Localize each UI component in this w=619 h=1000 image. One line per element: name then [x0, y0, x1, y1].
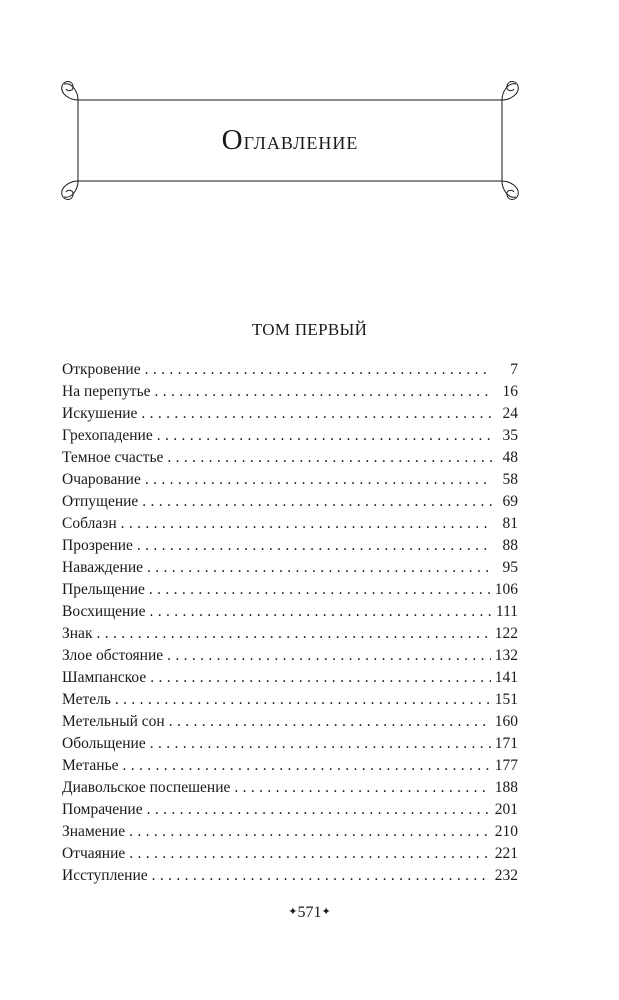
toc-entry[interactable]	[62, 821, 518, 843]
toc-entry-page: 69	[502, 493, 518, 510]
toc-entry[interactable]	[62, 843, 518, 865]
toc-leader-dots	[129, 821, 491, 843]
toc-entry[interactable]	[62, 689, 518, 711]
toc-entry[interactable]	[62, 579, 518, 601]
toc-entry-page: 132	[494, 647, 518, 664]
toc-entry[interactable]	[62, 799, 518, 821]
toc-entry[interactable]	[62, 733, 518, 755]
toc-leader-dots	[150, 733, 491, 755]
toc-entry[interactable]	[62, 403, 518, 425]
toc-entry[interactable]	[62, 359, 518, 381]
toc-entry-title: Исступление	[62, 867, 148, 884]
ornament-right-icon: ✦	[321, 906, 331, 918]
toc-entry[interactable]	[62, 557, 518, 579]
toc-entry-page: 177	[494, 757, 518, 774]
toc-entry-page: 7	[510, 361, 518, 378]
toc-entry-title: Отпущение	[62, 493, 139, 510]
toc-entry-title: Прельщение	[62, 581, 145, 598]
toc-entry-page: 201	[494, 801, 518, 818]
toc-entry[interactable]	[62, 777, 518, 799]
toc-entry-title: Грехопадение	[62, 427, 153, 444]
toc-entry-title: Обольщение	[62, 735, 146, 752]
toc-entry-title: Помрачение	[62, 801, 143, 818]
toc-leader-dots	[234, 777, 490, 799]
toc-leader-dots	[141, 403, 492, 425]
volume-title: ТОМ ПЕРВЫЙ	[251, 320, 368, 339]
toc-entry-page: 210	[494, 823, 518, 840]
toc-entry-page: 35	[502, 427, 518, 444]
toc-entry-title: Соблазн	[62, 515, 117, 532]
toc-entry-title: Диавольское поспешение	[62, 779, 231, 796]
toc-entry-title: Откровение	[62, 361, 141, 378]
toc-entry-page: 151	[494, 691, 518, 708]
toc-entry-page: 160	[494, 713, 518, 730]
toc-entry-title: На перепутье	[62, 383, 151, 400]
page-title	[58, 124, 522, 157]
toc-entry-page: 221	[494, 845, 518, 862]
toc-entry[interactable]	[62, 601, 518, 623]
toc-entry[interactable]	[62, 513, 518, 535]
toc-leader-dots	[96, 623, 490, 645]
toc-entry-page: 81	[502, 515, 518, 532]
toc-leader-dots	[147, 799, 491, 821]
toc-entry-page: 188	[494, 779, 518, 796]
toc-entry-title: Метельный сон	[62, 713, 165, 730]
toc-leader-dots	[149, 601, 491, 623]
toc-entry-page: 171	[494, 735, 518, 752]
table-of-contents	[62, 359, 518, 887]
page-title-initial: О	[221, 124, 244, 156]
toc-leader-dots	[147, 557, 492, 579]
toc-leader-dots	[149, 579, 491, 601]
toc-entry[interactable]	[62, 469, 518, 491]
toc-entry[interactable]	[62, 623, 518, 645]
page-number: 571	[297, 904, 322, 921]
toc-entry-page: 24	[502, 405, 518, 422]
toc-leader-dots	[152, 865, 491, 887]
toc-entry-title: Злое обстояние	[62, 647, 164, 664]
toc-entry-title: Метанье	[62, 757, 119, 774]
toc-entry[interactable]	[62, 381, 518, 403]
page-number-footer	[0, 904, 619, 922]
toc-leader-dots	[167, 645, 491, 667]
toc-entry-page: 122	[494, 625, 518, 642]
toc-entry[interactable]	[62, 865, 518, 887]
toc-entry-title: Отчаяние	[62, 845, 126, 862]
toc-entry-title: Очарование	[62, 471, 141, 488]
toc-entry[interactable]	[62, 755, 518, 777]
toc-leader-dots	[167, 447, 492, 469]
toc-entry[interactable]	[62, 425, 518, 447]
toc-entry-page: 111	[495, 603, 518, 620]
toc-entry-title: Знамение	[62, 823, 126, 840]
toc-leader-dots	[115, 689, 491, 711]
toc-entry-page: 48	[502, 449, 518, 466]
toc-entry-title: Искушение	[62, 405, 138, 422]
title-frame	[58, 78, 522, 200]
toc-entry-page: 106	[494, 581, 518, 598]
toc-entry[interactable]	[62, 447, 518, 469]
toc-leader-dots	[169, 711, 491, 733]
toc-entry-page: 16	[502, 383, 518, 400]
toc-entry-title: Темное счастье	[62, 449, 164, 466]
toc-entry-page: 141	[494, 669, 518, 686]
toc-leader-dots	[155, 381, 492, 403]
ornament-left-icon: ✦	[288, 906, 298, 918]
toc-entry-title: Восхищение	[62, 603, 146, 620]
toc-leader-dots	[123, 755, 491, 777]
toc-leader-dots	[150, 667, 491, 689]
toc-entry-page: 88	[502, 537, 518, 554]
toc-leader-dots	[145, 469, 492, 491]
toc-leader-dots	[137, 535, 492, 557]
toc-entry-title: Прозрение	[62, 537, 133, 554]
toc-entry[interactable]	[62, 645, 518, 667]
toc-entry[interactable]	[62, 535, 518, 557]
toc-entry-page: 58	[502, 471, 518, 488]
toc-entry[interactable]	[62, 711, 518, 733]
toc-entry[interactable]	[62, 491, 518, 513]
toc-leader-dots	[129, 843, 491, 865]
toc-leader-dots	[145, 359, 492, 381]
toc-entry-page: 95	[502, 559, 518, 576]
toc-entry-title: Наваждение	[62, 559, 144, 576]
toc-leader-dots	[142, 491, 492, 513]
toc-entry-title: Метель	[62, 691, 111, 708]
toc-entry-title: Знак	[62, 625, 93, 642]
toc-leader-dots	[121, 513, 492, 535]
toc-entry-page: 232	[494, 867, 518, 884]
toc-entry-title: Шампанское	[62, 669, 147, 686]
toc-leader-dots	[157, 425, 492, 447]
toc-entry[interactable]	[62, 667, 518, 689]
page-title-rest: главление	[243, 126, 359, 155]
